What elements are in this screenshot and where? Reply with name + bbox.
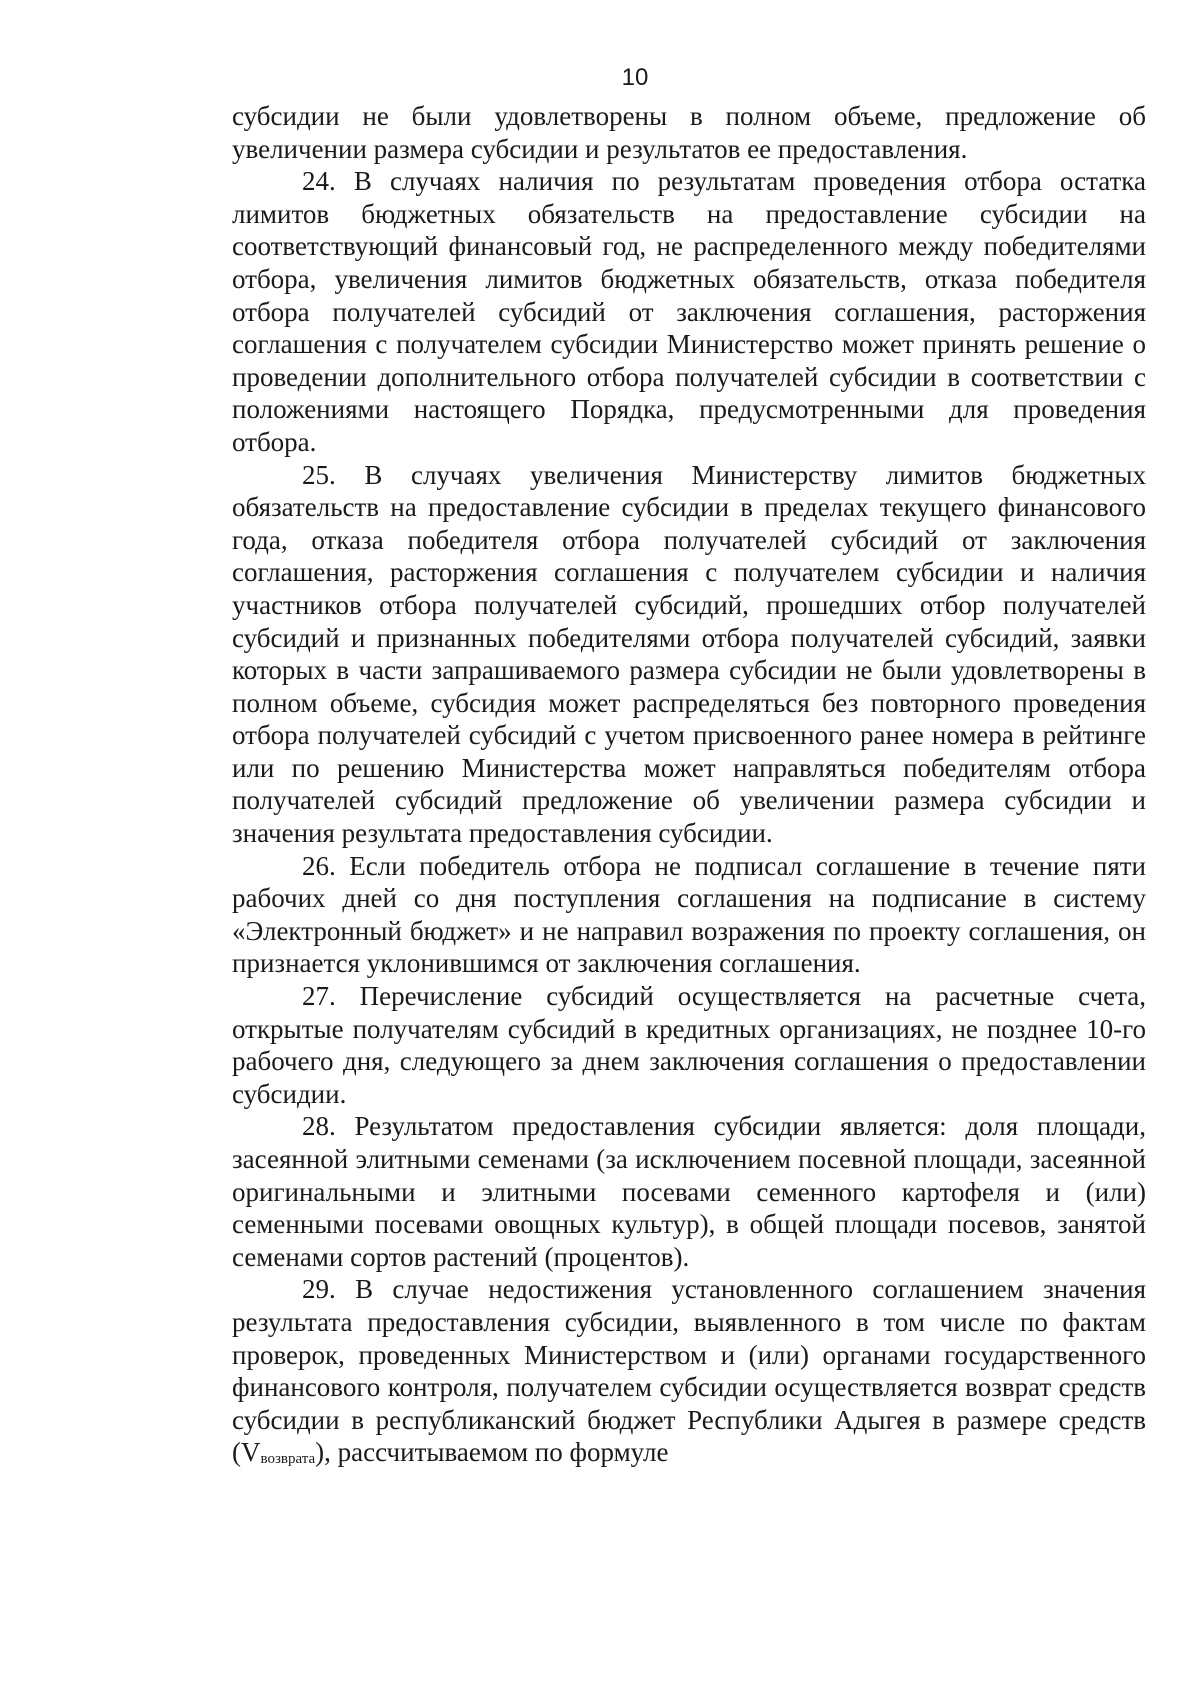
paragraph-29-text-before: 29. В случае недостижения установленного соглашением значения результата предоставления субсидии, выявленного в том числе по фактам проверок, проведенных Министерством и (или) органами государственного финансового контроля, получателем субсидии осуществляется возврат средств субсидии в республиканский бюджет Республики Адыгея в размере средств (V: [232, 1274, 1146, 1468]
paragraph-29: [232, 1273, 1146, 1469]
document-body: [232, 100, 1146, 1469]
paragraph-26: 26. Если победитель отбора не подписал соглашение в течение пяти рабочих дней со дня поступления соглашения на подписание в систему «Электронный бюджет» и не направил возражения по проекту соглашения, он признается уклонившимся от заключения соглашения.: [232, 850, 1146, 979]
paragraph-27: 27. Перечисление субсидий осуществляется на расчетные счета, открытые получателям субсидий в кредитных организациях, не позднее 10-го рабочего дня, следующего за днем заключения соглашения о предоставлении субсидии.: [232, 981, 1146, 1109]
paragraph-continuation: субсидии не были удовлетворены в полном объеме, предложение об увеличении размера субсидии и результатов ее предоставления.: [232, 101, 1146, 164]
paragraph-25: 25. В случаях увеличения Министерству лимитов бюджетных обязательств на предоставление субсидии в пределах текущего финансового года, отказа победителя отбора получателей субсидий от заключения соглашения, расторжения соглашения с получателем субсидии и наличия участников отбора получателей субсидий, прошедших отбор получателей субсидий и признанных победителями отбора получателей субсидий, заявки которых в части запрашиваемого размера субсидии не были удовлетворены в полном объеме, субсидия может распределяться без повторного проведения отбора получателей субсидий с учетом присвоенного ранее номера в рейтинге или по решению Министерства может направляться победителям отбора получателей субсидий предложение об увеличении размера субсидии и значения результата предоставления субсидии.: [232, 459, 1146, 849]
refund-subscript: возврата: [260, 1451, 316, 1468]
paragraph-24: 24. В случаях наличия по результатам проведения отбора остатка лимитов бюджетных обязательств на предоставление субсидии на соответствующий финансовый год, не распределенного между победителями отбора, увеличения лимитов бюджетных обязательств, отказа победителя отбора получателей субсидий от заключения соглашения, расторжения соглашения с получателем субсидии Министерство может принять решение о проведении дополнительного отбора получателей субсидии в соответствии с положениями настоящего Порядка, предусмотренными для проведения отбора.: [232, 166, 1146, 457]
paragraph-28: 28. Результатом предоставления субсидии является: доля площади, засеянной элитными семенами (за исключением посевной площади, засеянной оригинальными и элитными посевами семенного картофеля и (или) семенными посевами овощных культур), в общей площади посевов, занятой семенами сортов растений (процентов).: [232, 1111, 1146, 1272]
paragraph-29-text-after: ), рассчитываемом по формуле: [315, 1437, 669, 1468]
page-number: 10: [621, 64, 649, 91]
